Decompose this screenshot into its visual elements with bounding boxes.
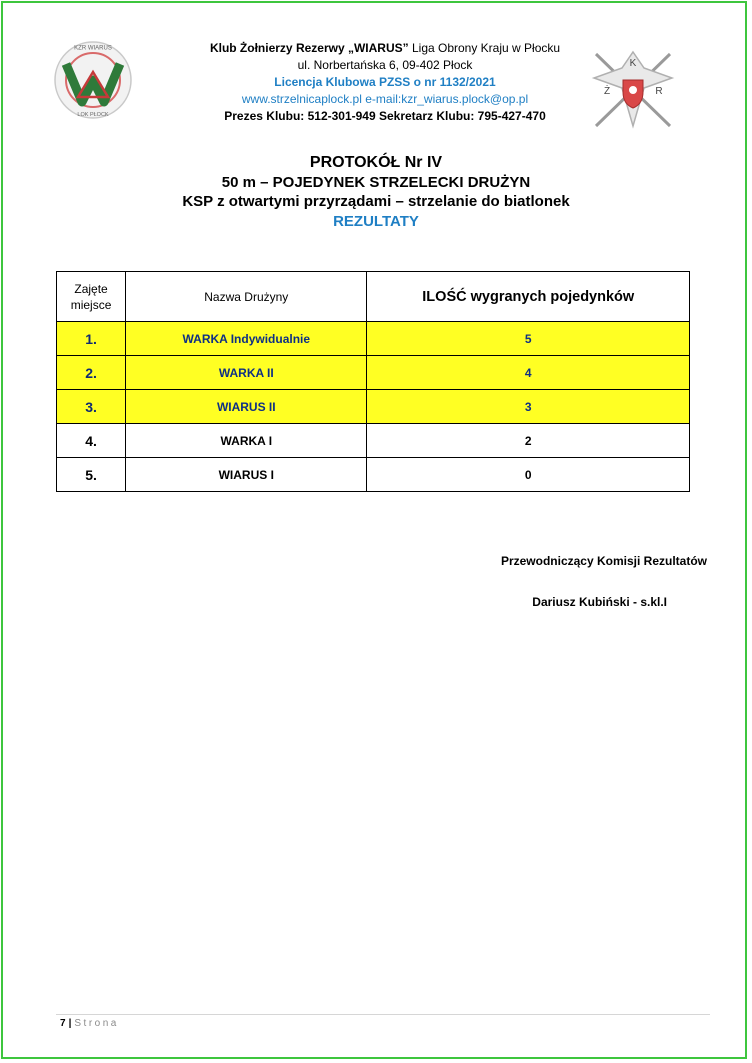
row-place: 5. (57, 458, 126, 492)
club-contacts: Prezes Klubu: 512-301-949 Sekretarz Klubu: 795-427-470 (224, 109, 546, 123)
club-name-line (150, 40, 620, 57)
signature-name: Dariusz Kubiński - s.kl.I (532, 595, 667, 609)
club-web-email: www.strzelnicaplock.pl e-mail:kzr_wiarus.plock@op.pl (241, 92, 529, 106)
logo-right-letter-k: K (629, 58, 637, 69)
logo-left-bottom-text: LOK PŁOCK (77, 112, 109, 118)
page-number: 7 (60, 1018, 66, 1029)
logo-left-top-text: KZR WIARUS (74, 45, 112, 52)
header-team: Nazwa Drużyny (126, 272, 367, 322)
weapon-title: KSP z otwartymi przyrządami – strzelanie do biatlonek (182, 193, 570, 210)
row-place: 3. (57, 390, 126, 424)
row-wins: 2 (367, 424, 690, 458)
table-header-row (57, 272, 690, 322)
club-address: ul. Norbertańska 6, 09-402 Płock (297, 58, 473, 72)
row-wins: 5 (367, 322, 690, 356)
logo-right-letter-r: R (655, 86, 663, 97)
table-row (57, 356, 690, 390)
results-heading: REZULTATY (333, 212, 419, 230)
row-place: 1. (57, 322, 126, 356)
document-title (100, 153, 652, 231)
footer-separator: | (68, 1018, 72, 1029)
signature-title: Przewodniczący Komisji Rezultatów (500, 554, 707, 568)
footer-divider (56, 1014, 710, 1015)
page-label: Strona (74, 1018, 119, 1029)
protocol-title: PROTOKÓŁ Nr IV (309, 154, 443, 171)
row-place: 4. (57, 424, 126, 458)
row-team: WIARUS I (126, 458, 367, 492)
table-row (57, 322, 690, 356)
row-wins: 0 (367, 458, 690, 492)
row-team: WARKA Indywidualnie (126, 322, 367, 356)
results-table (56, 271, 690, 492)
table-row (57, 424, 690, 458)
table-row (57, 458, 690, 492)
event-title: 50 m – POJEDYNEK STRZELECKI DRUŻYN (221, 173, 531, 191)
header-wins: ILOŚĆ wygranych pojedynków (367, 272, 690, 322)
page-footer (60, 1018, 119, 1029)
row-place: 2. (57, 356, 126, 390)
row-team: WARKA II (126, 356, 367, 390)
club-license: Licencja Klubowa PZSS o nr 1132/2021 (274, 75, 496, 89)
header-place: Zajęte miejsce (57, 272, 126, 322)
logo-right-letter-z: Ż (603, 86, 611, 97)
table-row (57, 390, 690, 424)
row-wins: 4 (367, 356, 690, 390)
row-wins: 3 (367, 390, 690, 424)
row-team: WARKA I (126, 424, 367, 458)
club-logo-left (52, 40, 134, 120)
letterhead (150, 40, 620, 125)
club-name: Klub Żołnierzy Rezerwy „WIARUS” (209, 41, 409, 55)
row-team: WIARUS II (126, 390, 367, 424)
club-affiliation: Liga Obrony Kraju w Płocku (408, 41, 561, 55)
